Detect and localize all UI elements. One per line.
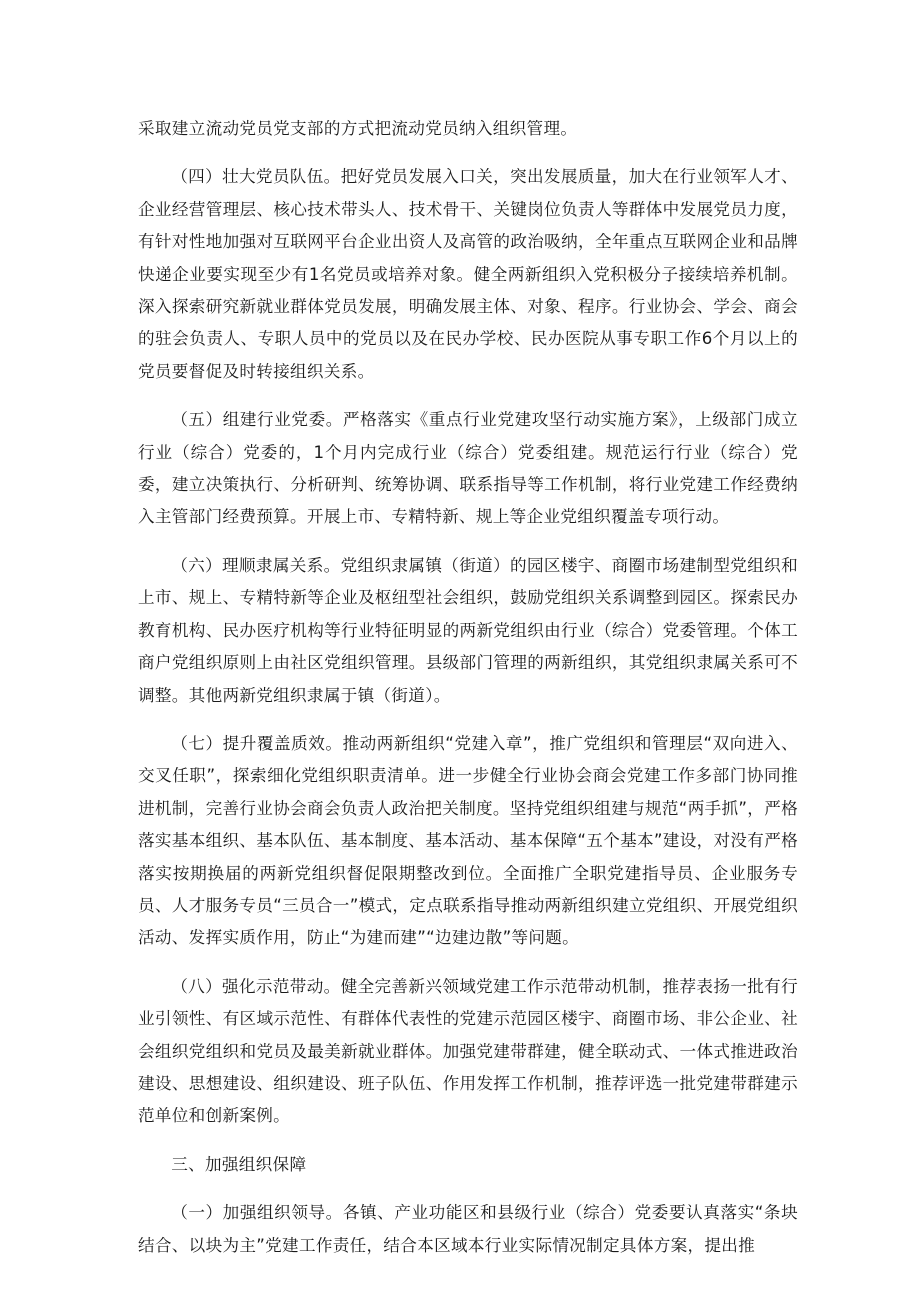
paragraph-gap (138, 712, 798, 728)
section-heading-organization-guarantee: 三、加强组织保障 (171, 1154, 307, 1174)
document-body (138, 113, 798, 1262)
paragraph-gap (138, 1133, 798, 1149)
paragraph-gap (138, 1181, 798, 1197)
paragraph-gap (138, 388, 798, 404)
paragraph-continuation: 采取建立流动党员党支部的方式把流动党员纳入组织管理。 (138, 119, 578, 138)
paragraph-affiliation: （六）理顺隶属关系。党组织隶属镇（街道）的园区楼宇、商圈市场建制型党组织和上市、规上、专精特新等企业及枢纽型社会组织，鼓励党组织关系调整到园区。探索民办教育机构、民办医疗机构等行业特征明显的两新党组织由行业（综合）党委管理。个体工商户党组织原则上由社区党组织管理。县级部门管理的两新组织，其党组织隶属关系可不调整。其他两新党组织隶属于镇（街道）。 (138, 555, 798, 705)
paragraph-strengthen-party-members: （四）壮大党员队伍。把好党员发展入口关，突出发展质量，加大在行业领军人才、企业经营管理层、核心技术带头人、技术骨干、关键岗位负责人等群体中发展党员力度，有针对性地加强对互联网平台企业出资人及高管的政治吸纳，全年重点互联网企业和品牌快递企业要实现至少有1名党员或培养对象。健全两新组织入党积极分子接续培养机制。深入探索研究新就业群体党员发展，明确发展主体、对象、程序。行业协会、学会、商会的驻会负责人、专职人员中的党员以及在民办学校、民办医院从事专职工作6个月以上的党员要督促及时转接组织关系。 (138, 167, 798, 381)
paragraph-gap (138, 145, 798, 161)
paragraph-gap (138, 955, 798, 971)
paragraph-leadership: （一）加强组织领导。各镇、产业功能区和县级行业（综合）党委要认真落实“条块结合、以块为主”党建工作责任，结合本区域本行业实际情况制定具体方案，提出推 (138, 1203, 798, 1255)
paragraph-industry-party-committee: （五）组建行业党委。严格落实《重点行业党建攻坚行动实施方案》，上级部门成立行业（综合）党委的，1个月内完成行业（综合）党委组建。规范运行行业（综合）党委，建立决策执行、分析研判、统筹协调、联系指导等工作机制，将行业党建工作经费纳入主管部门经费预算。开展上市、专精特新、规上等企业党组织覆盖专项行动。 (138, 410, 798, 527)
paragraph-gap (138, 534, 798, 550)
paragraph-coverage-quality: （七）提升覆盖质效。推动两新组织“党建入章”，推广党组织和管理层“双向进入、交叉任职”，探索细化党组织职责清单。进一步健全行业协会商会党建工作多部门协同推进机制，完善行业协会商会负责人政治把关制度。坚持党组织组建与规范“两手抓”，严格落实基本组织、基本队伍、基本制度、基本活动、基本保障“五个基本”建设，对没有严格落实按期换届的两新党组织督促限期整改到位。全面推广全职党建指导员、企业服务专员、人才服务专员“三员合一”模式，定点联系指导推动两新组织建立党组织、开展党组织活动、发挥实质作用，防止“为建而建”“边建边散”等问题。 (138, 733, 798, 948)
paragraph-demonstration: （八）强化示范带动。健全完善新兴领域党建工作示范带动机制，推荐表扬一批有行业引领性、有区域示范性、有群体代表性的党建示范园区楼宇、商圈市场、非公企业、社会组织党组织和党员及最美新就业群体。加强党建带群建，健全联动式、一体式推进政治建设、思想建设、组织建设、班子队伍、作用发挥工作机制，推荐评选一批党建带群建示范单位和创新案例。 (138, 976, 798, 1126)
